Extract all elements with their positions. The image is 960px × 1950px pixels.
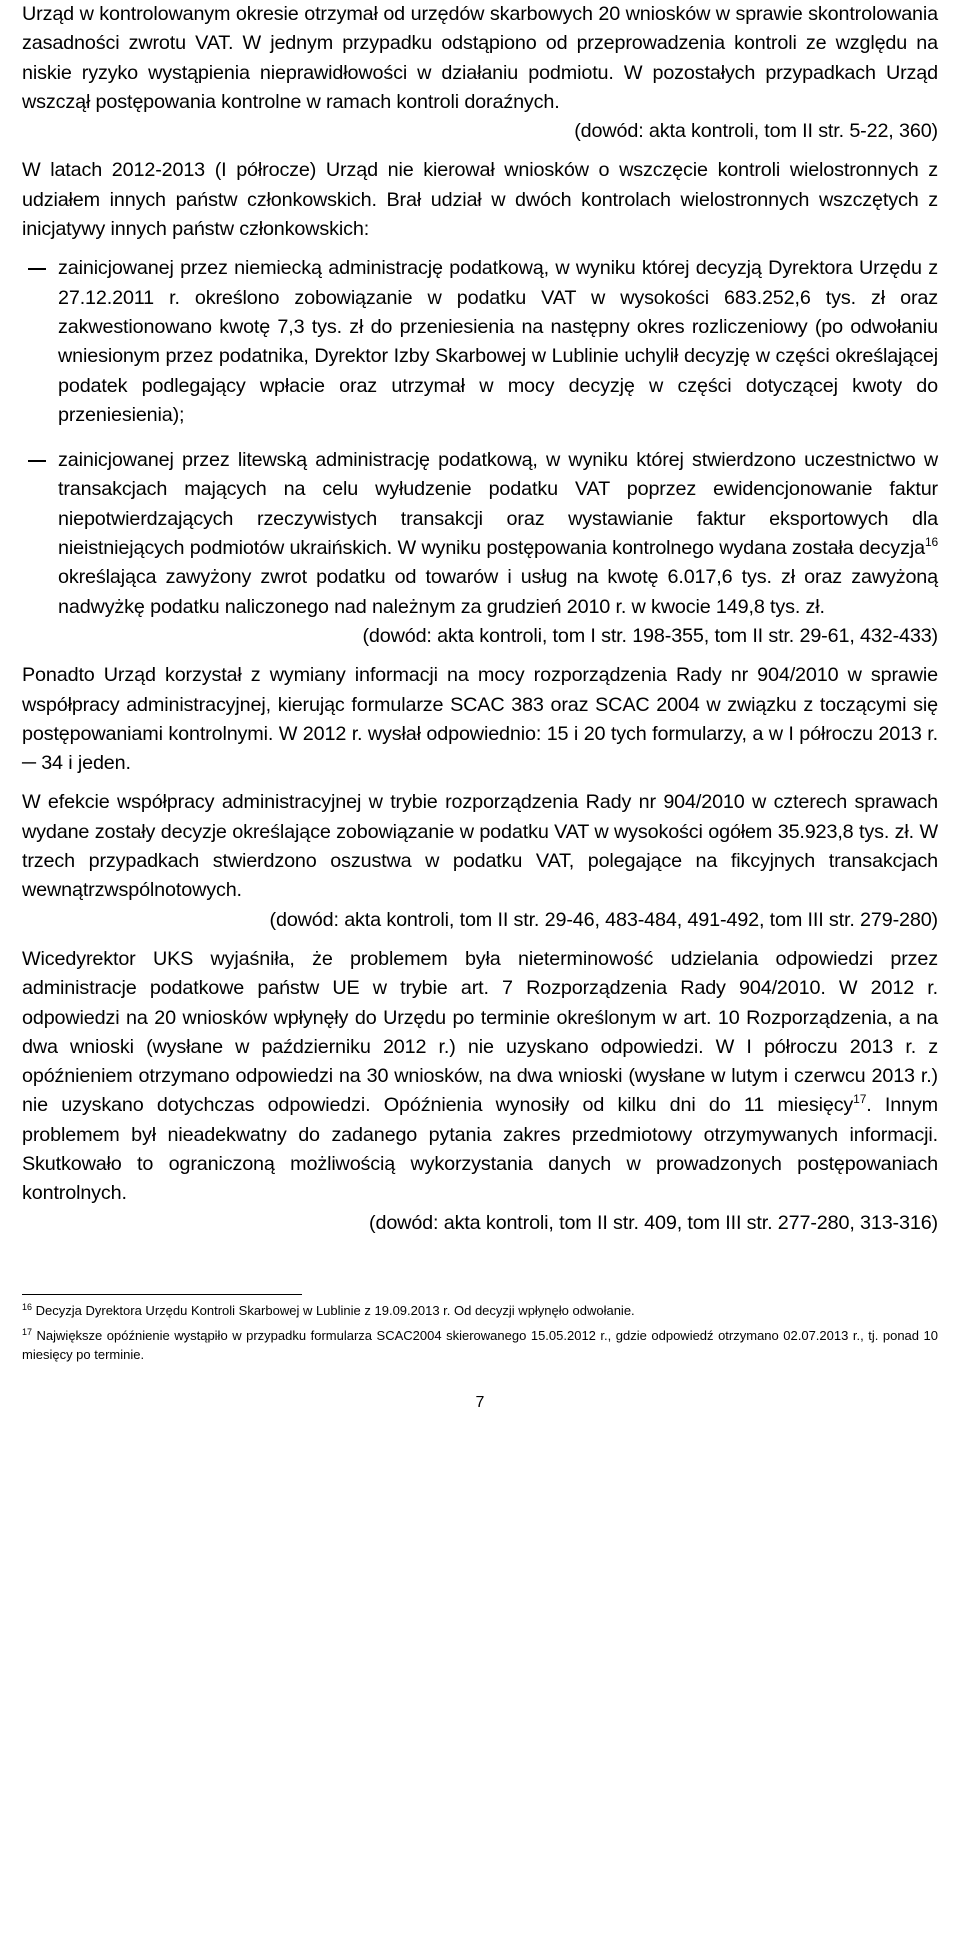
footnote-number: 17 — [22, 1326, 33, 1337]
footnote-number: 16 — [22, 1301, 33, 1312]
list-item — [22, 446, 938, 622]
paragraph — [22, 945, 938, 1209]
paragraph: Ponadto Urząd korzystał z wymiany informacji na mocy rozporządzenia Rady nr 904/2010 w sprawie współpracy administracyjnej, kierując formularze SCAC 383 oraz SCAC 2004 w związku z toczącymi się postępowaniami kontrolnymi. W 2012 r. wysłał odpowiednio: 15 i 20 tych formularzy, a w I półroczu 2013 r. ─ 34 i jeden. — [22, 664, 938, 775]
evidence-citation: (dowód: akta kontroli, tom II str. 5-22, 360) — [574, 120, 938, 143]
footnote — [22, 1301, 938, 1320]
document-body — [22, 0, 938, 1238]
footnote — [22, 1326, 938, 1364]
list-item-text: zainicjowanej przez niemiecką administrację podatkową, w wyniku której decyzją Dyrektora Urzędu z 27.12.2011 r. określono zobowiązanie w podatku VAT w wysokości 683.252,6 tys. zł oraz zakwestionowano kwotę 7,3 tys. zł do przeniesienia na następny okres rozliczeniowy (po odwołaniu wniesionym przez podatnika, Dyrektor Izby Skarbowej w Lublinie uchylił decyzję w części określającej podatek podlegający wpłacie oraz utrzymał w mocy decyzję w części dotyczącej kwoty do przeniesienia); — [58, 257, 938, 426]
paragraph-text: . Innym problemem był nieadekwatny do zadanego pytania zakres przedmiotowy otrzymywanych informacji. Skutkowało to ograniczoną możliwością wykorzystania danych w prowadzonych postępowaniach kontrolnych. — [22, 1094, 938, 1205]
footnote-ref[interactable]: 17 — [853, 1092, 867, 1107]
evidence-citation: (dowód: akta kontroli, tom II str. 29-46, 483-484, 491-492, tom III str. 279-280) — [269, 908, 938, 931]
paragraph: Urząd w kontrolowanym okresie otrzymał od urzędów skarbowych 20 wniosków w sprawie skontrolowania zasadności zwrotu VAT. W jednym przypadku odstąpiono od przeprowadzenia kontroli ze względu na niskie ryzyko wystąpienia nieprawidłowości w działaniu podmiotu. W pozostałych przypadkach Urząd wszczął postępowania kontrolne w ramach kontroli doraźnych. — [22, 3, 938, 113]
footnote-text: Największe opóźnienie wystąpiło w przypadku formularza SCAC2004 skierowanego 15.05.2012 r., gdzie odpowiedź otrzymano 02.07.2013 r., tj. ponad 10 miesięcy po terminie. — [22, 1327, 938, 1362]
footnote-ref[interactable]: 16 — [924, 535, 938, 550]
list-item-text: określająca zawyżony zwrot podatku od towarów i usług na kwotę 6.017,6 tys. zł oraz zawyżoną nadwyżkę podatku naliczonego nad należnym za grudzień 2010 r. w kwocie 149,8 tys. zł. — [58, 566, 938, 618]
dash-bullet-icon — [28, 268, 46, 269]
paragraph: W latach 2012-2013 (I półrocze) Urząd nie kierował wniosków o wszczęcie kontroli wielostronnych z udziałem innych państw członkowskich. Brał udział w dwóch kontrolach wielostronnych wszczętych z inicjatywy innych państw członkowskich: — [22, 159, 938, 241]
paragraph-text: Wicedyrektor UKS wyjaśniła, że problemem była nieterminowość udzielania odpowiedzi przez administracje podatkowe państw UE w trybie art. 7 Rozporządzenia Rady 904/2010. W 2012 r. odpowiedzi na 20 wniosków wpłynęły do Urzędu po terminie określonym w art. 10 Rozporządzenia, a na dwa wnioski (wysłane w październiku 2012 r.) nie uzyskano odpowiedzi. W I półroczu 2013 r. z opóźnieniem otrzymano odpowiedzi na 30 wniosków, na dwa wnioski (wysłane w lutym i czerwcu 2013 r.) nie uzyskano dotychczas odpowiedzi. Opóźnienia wynosiły od kilku dni do 11 miesięcy — [22, 947, 938, 1117]
dash-bullet-icon — [28, 460, 46, 461]
evidence-citation: (dowód: akta kontroli, tom II str. 409, tom III str. 277-280, 313-316) — [369, 1211, 938, 1234]
paragraph: W efekcie współpracy administracyjnej w trybie rozporządzenia Rady nr 904/2010 w czterech sprawach wydane zostały decyzje określające zobowiązanie w podatku VAT w wysokości ogółem 35.923,8 tys. zł. W trzech przypadkach stwierdzono oszustwa w podatku VAT, polegające na fikcyjnych transakcjach wewnątrzwspólnotowych. — [22, 791, 938, 902]
page-number: 7 — [475, 1393, 485, 1411]
bullet-list — [22, 254, 938, 622]
footnotes — [22, 1301, 938, 1364]
list-item-text: zainicjowanej przez litewską administrację podatkową, w wyniku której stwierdzono uczestnictwo w transakcjach mających na celu wyłudzenie podatku VAT poprzez ewidencjonowanie faktur niepotwierdzających rzeczywistych transakcji oraz wystawianie faktur eksportowych dla nieistniejących podmiotów ukraińskich. W wyniku postępowania kontrolnego wydana została decyzja — [58, 449, 938, 560]
list-item — [22, 254, 938, 430]
evidence-citation: (dowód: akta kontroli, tom I str. 198-355, tom II str. 29-61, 432-433) — [362, 624, 938, 647]
footnote-text: Decyzja Dyrektora Urzędu Kontroli Skarbowej w Lublinie z 19.09.2013 r. Od decyzji wpłynęło odwołanie. — [32, 1302, 635, 1318]
footnote-separator — [22, 1294, 302, 1295]
